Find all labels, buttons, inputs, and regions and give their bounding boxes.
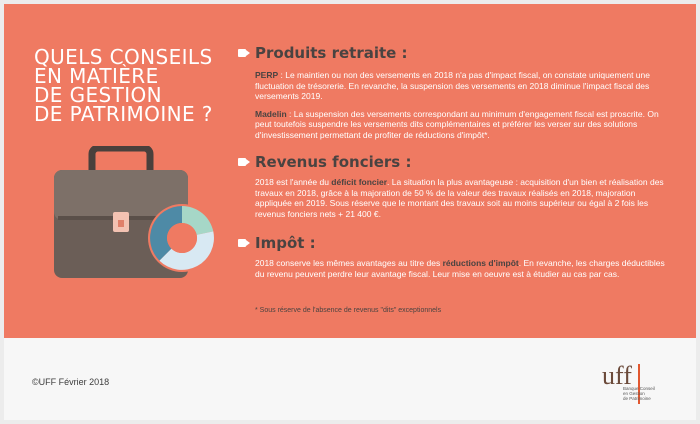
bullet-arrow-icon	[238, 158, 246, 166]
footnote: * Sous réserve de l'absence de revenus "dits" exceptionnels	[255, 307, 442, 314]
briefcase-lock	[118, 220, 124, 227]
impot-paragraph	[255, 258, 668, 279]
section-fonciers	[238, 153, 668, 219]
logo-tagline-3: de Patrimoine	[623, 396, 651, 402]
impot-text-a: 2018 conserve les mêmes avantages au titre des	[255, 258, 443, 268]
logo-wordmark: uff	[602, 361, 632, 390]
copyright-text: ©UFF Février 2018	[32, 377, 110, 387]
madelin-text: : La suspension des versements correspondant au minimum d'engagement fiscal est proscrite. On peut toutefois suspendre les versements dits complémentaires et préférer les verser sur des solutions d'investissement permettant de profiter de réductions d'impôt*.	[255, 108, 659, 140]
fonciers-text-a: 2018 est l'année du	[255, 177, 332, 187]
title-line-1: QUELS CONSEILS	[34, 45, 213, 69]
perp-label: PERP	[255, 70, 279, 80]
impot-keyword: réductions d'impôt	[442, 258, 519, 268]
title-line-2: EN MATIÈRE	[34, 64, 159, 88]
page-title	[34, 45, 214, 126]
bullet-arrow-icon	[238, 49, 246, 57]
bullet-arrow-icon	[238, 239, 246, 247]
briefcase-icon	[34, 146, 224, 296]
title-text: Impôt :	[255, 234, 316, 252]
section-impot	[238, 234, 668, 279]
title-line-4: DE PATRIMOINE ?	[34, 102, 213, 126]
title-text: Revenus fonciers :	[255, 153, 412, 171]
logo-tagline	[623, 386, 655, 402]
logo-tagline-2: en Gestion	[623, 391, 645, 397]
madelin-paragraph	[255, 109, 668, 141]
section-title	[238, 153, 668, 171]
section-title	[238, 44, 668, 62]
title-text: Produits retraite :	[255, 44, 408, 62]
fonciers-keyword: déficit foncier	[331, 177, 388, 187]
logo-tagline-1: Banque Conseil	[623, 386, 655, 391]
madelin-label: Madelin	[255, 108, 287, 119]
impot-text-b: . En revanche, les charges déductibles du revenu peuvent perdre leur avantage fiscal. Leur mise en oeuvre est à étudier au cas par cas.	[255, 258, 665, 279]
section-retraite	[238, 44, 668, 140]
donut-chart-icon	[148, 204, 216, 272]
section-title	[238, 234, 668, 252]
title-line-3: DE GESTION	[34, 83, 163, 107]
fonciers-paragraph	[255, 177, 668, 219]
uff-logo	[600, 358, 670, 410]
perp-text: : Le maintien ou non des versements en 2018 n'a pas d'impact fiscal, on constate uniquement une fluctuation de trésorerie. En revanche, la suspension des versements en 2018 diminue l'impact fiscal des versements 2019.	[255, 70, 650, 101]
perp-paragraph	[255, 70, 668, 102]
fonciers-text-b: . La situation la plus avantageuse : acquisition d'un bien et réalisation des travaux en 2018, grâce à la majoration de 50 % de la valeur des travaux réalisés en 2018, majoration appliquée en 2019. Sous réserve que le montant des travaux soit au moins supérieur ou égal à 2 fois les revenus fonciers nets + 21 400 €.	[255, 177, 664, 219]
